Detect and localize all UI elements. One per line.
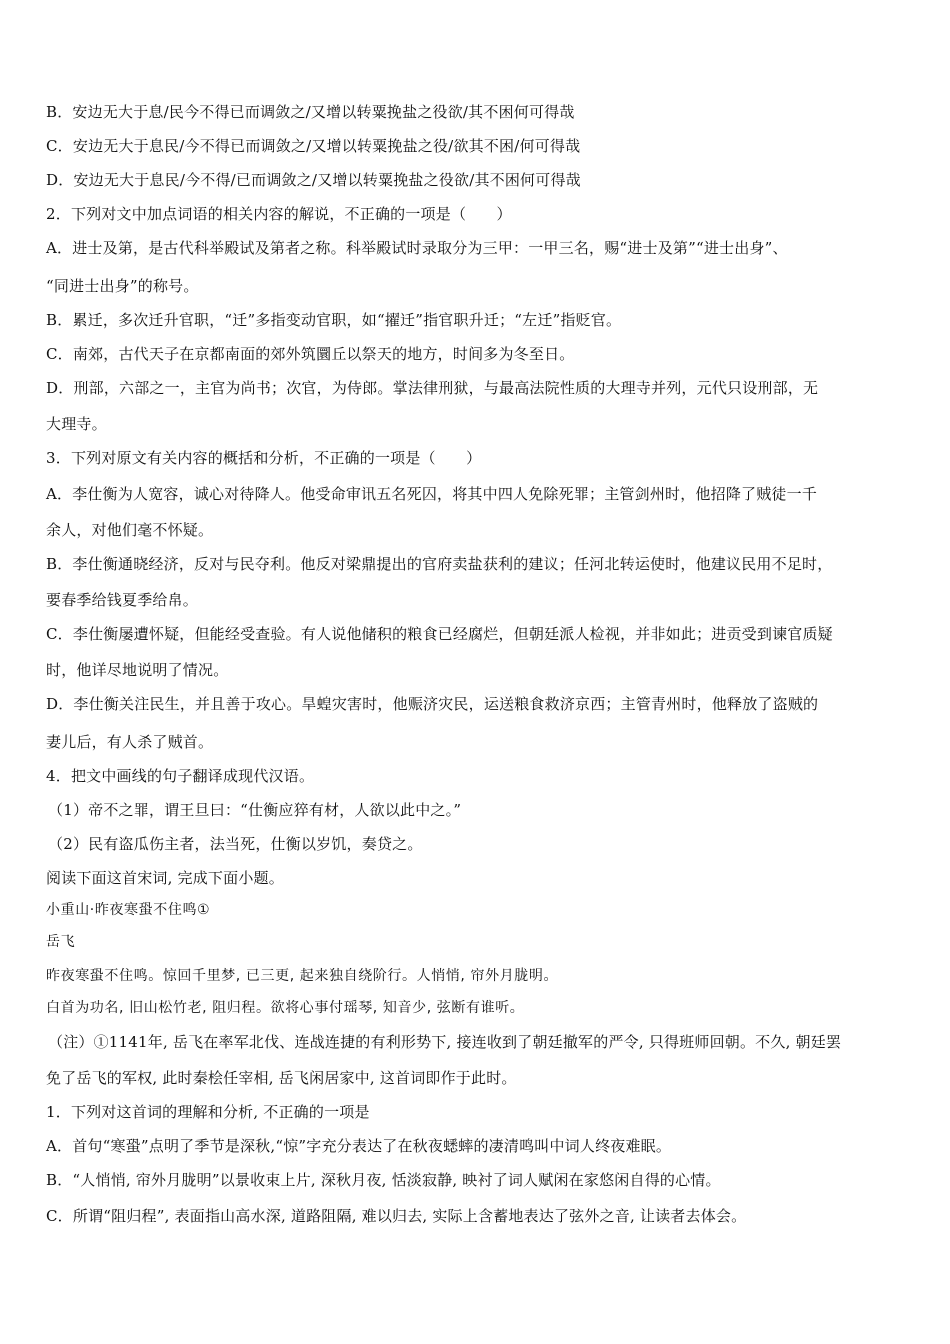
poem-q1-option-a: A．首句“寒蛩”点明了季节是深秋,“惊”字充分表达了在秋夜蟋蟀的凄清鸣叫中词人终夜难眠。 xyxy=(46,1137,672,1155)
q2-option-c: C．南郊，古代天子在京都南面的郊外筑圜丘以祭天的地方，时间多为冬至日。 xyxy=(46,345,575,363)
q4-sentence-1: （1）帝不之罪，谓王旦曰：“仕衡应猝有材，人欲以此中之。” xyxy=(48,801,462,819)
q3-option-b: B．李仕衡通晓经济，反对与民夺利。他反对梁鼎提出的官府卖盐获利的建议；任河北转运使时，他建议民用不足时， xyxy=(46,555,833,573)
q3-option-a-cont: 余人，对他们毫不怀疑。 xyxy=(46,521,214,539)
poem-q1-option-b: B．“人悄悄, 帘外月胧明”以景收束上片, 深秋月夜, 恬淡寂静, 映衬了词人赋闲在家悠闲自得的心情。 xyxy=(46,1171,721,1189)
question-3-stem: 3．下列对原文有关内容的概括和分析，不正确的一项是（ ） xyxy=(46,449,482,467)
question-4-stem: 4．把文中画线的句子翻译成现代汉语。 xyxy=(46,767,315,785)
q3-option-c: C．李仕衡屡遭怀疑，但能经受查验。有人说他储积的粮食已经腐烂，但朝廷派人检视，并非如此；进贡受到谏官质疑 xyxy=(46,625,833,643)
q2-option-a: A．进士及第，是古代科举殿试及第者之称。科举殿试时录取分为三甲：一甲三名，赐“进士及第”“进士出身”、 xyxy=(46,239,788,257)
q3-option-d-cont: 妻儿后，有人杀了贼首。 xyxy=(46,733,214,751)
q3-option-d: D．李仕衡关注民生，并且善于攻心。旱蝗灾害时，他赈济灾民，运送粮食救济京西；主管青州时，他释放了盗贼的 xyxy=(46,695,819,713)
option-d-sentence-break: D．安边无大于息民/今不得/已而调敛之/又增以转粟挽盐之役欲/其不困何可得哉 xyxy=(46,171,581,189)
q2-option-d: D．刑部，六部之一，主官为尚书；次官，为侍郎。掌法律刑狱，与最高法院性质的大理寺并列，元代只设刑部，无 xyxy=(46,379,819,397)
q2-option-a-cont: “同进士出身”的称号。 xyxy=(46,277,199,295)
option-c-sentence-break: C．安边无大于息民/今不得已而调敛之/又增以转粟挽盐之役/欲其不困/何可得哉 xyxy=(46,137,581,155)
q3-option-c-cont: 时，他详尽地说明了情况。 xyxy=(46,661,229,679)
poem-note: （注）①1141年, 岳飞在率军北伐、连战连捷的有利形势下, 接连收到了朝廷撤军的严令, 只得班师回朝。不久, 朝廷罢 xyxy=(48,1033,842,1051)
q3-option-b-cont: 要春季给钱夏季给帛。 xyxy=(46,591,199,609)
question-2-stem: 2．下列对文中加点词语的相关内容的解说，不正确的一项是（ ） xyxy=(46,205,512,223)
poem-title: 小重山·昨夜寒蛩不住鸣① xyxy=(46,902,211,918)
q4-sentence-2: （2）民有盗瓜伤主者，法当死，仕衡以岁饥，奏贷之。 xyxy=(48,835,423,853)
poem-question-1-stem: 1．下列对这首词的理解和分析, 不正确的一项是 xyxy=(46,1103,370,1121)
poem-q1-option-c: C．所谓“阻归程”, 表面指山高水深, 道路阻隔, 难以归去, 实际上含蓄地表达了弦外之音, 让读者去体会。 xyxy=(46,1207,747,1225)
poem-stanza-2: 白首为功名, 旧山松竹老, 阻归程。欲将心事付瑶琴, 知音少, 弦断有谁听。 xyxy=(46,1000,525,1016)
q3-option-a: A．李仕衡为人宽容，诚心对待降人。他受命审讯五名死囚，将其中四人免除死罪；主管剑州时，他招降了贼徒一千 xyxy=(46,485,818,503)
poem-stanza-1: 昨夜寒蛩不住鸣。惊回千里梦, 已三更, 起来独自绕阶行。人悄悄, 帘外月胧明。 xyxy=(46,968,559,984)
q2-option-b: B．累迁，多次迁升官职，“迁”多指变动官职，如“擢迁”指官职升迁；“左迁”指贬官。 xyxy=(46,311,622,329)
poem-note-cont: 免了岳飞的军权, 此时秦桧任宰相, 岳飞闲居家中, 这首词即作于此时。 xyxy=(46,1069,517,1087)
q2-option-d-cont: 大理寺。 xyxy=(46,415,107,433)
poem-author: 岳飞 xyxy=(46,934,76,950)
option-b-sentence-break: B．安边无大于息/民今不得已而调敛之/又增以转粟挽盐之役欲/其不困何可得哉 xyxy=(46,103,575,121)
poem-reading-instruction: 阅读下面这首宋词, 完成下面小题。 xyxy=(46,869,284,887)
